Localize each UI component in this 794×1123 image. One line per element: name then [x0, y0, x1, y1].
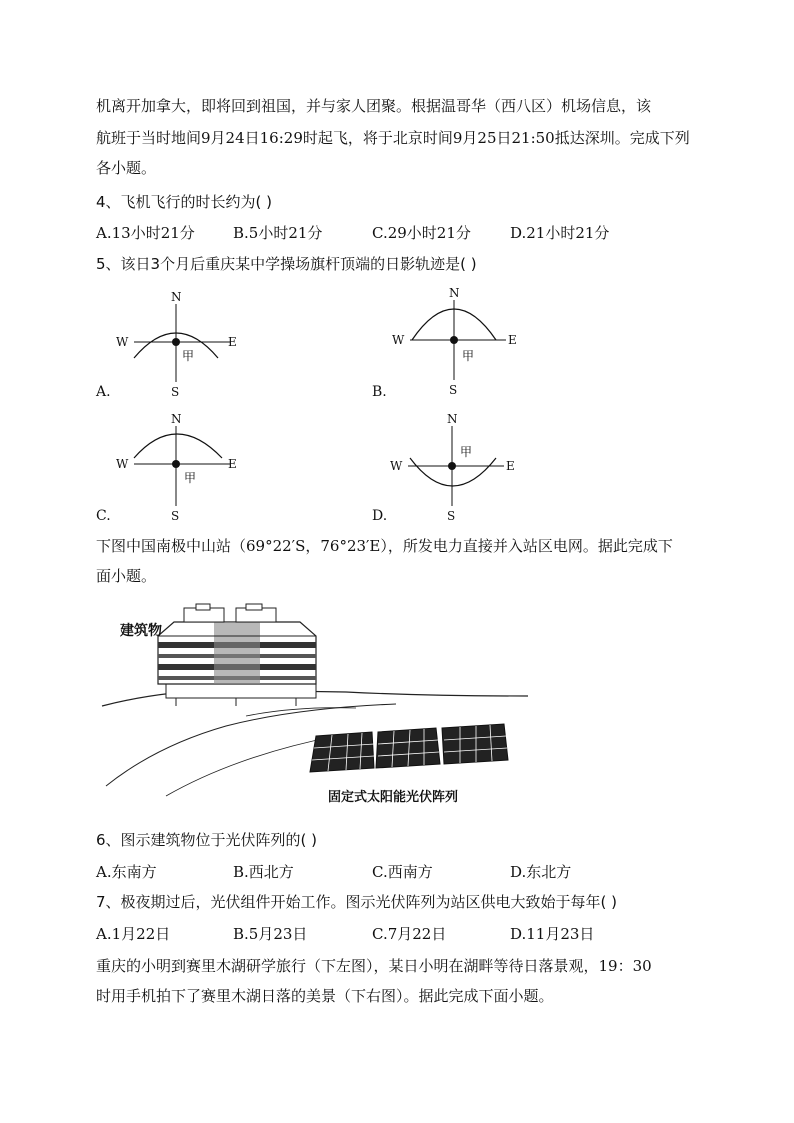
question-5-stem: 5、该日3个月后重庆某中学操场旗杆顶端的日影轨迹是( ) [96, 255, 477, 273]
west-label: W [116, 457, 129, 471]
north-label: N [449, 286, 460, 300]
jia-label: 甲 [462, 349, 475, 363]
jia-label: 甲 [460, 445, 473, 459]
diagram-b-letter: B. [372, 384, 387, 400]
north-label: N [171, 290, 182, 304]
passage-3-line-1: 重庆的小明到赛里木湖研学旅行（下左图），某日小明在湖畔等待日落景观，19：30 [96, 957, 652, 975]
intro-line-3: 各小题。 [96, 159, 157, 177]
zhongshan-station-illustration [96, 596, 536, 806]
south-label: S [171, 509, 180, 522]
east-label: E [228, 457, 237, 471]
sun-path-diagram-b[interactable] [388, 284, 528, 402]
question-6-option-b[interactable]: B.西北方 [233, 863, 294, 881]
south-label: S [449, 383, 458, 397]
question-7-option-d[interactable]: D.11月23日 [510, 925, 595, 943]
east-label: E [508, 333, 517, 347]
diagram-c-letter: C. [96, 508, 111, 524]
question-7-option-b[interactable]: B.5月23日 [233, 925, 308, 943]
diagram-a-letter: A. [96, 384, 111, 400]
east-label: E [228, 335, 237, 349]
question-7-stem: 7、极夜期过后，光伏组件开始工作。图示光伏阵列为站区供电大致始于每年( ) [96, 893, 618, 911]
question-4-option-b[interactable]: B.5小时21分 [233, 224, 323, 242]
question-7-option-c[interactable]: C.7月22日 [372, 925, 447, 943]
question-6-stem: 6、图示建筑物位于光伏阵列的( ) [96, 831, 318, 849]
question-4-option-a[interactable]: A.13小时21分 [96, 224, 195, 242]
intro-line-1: 机离开加拿大，即将回到祖国，并与家人团聚。根据温哥华（西八区）机场信息，该 [96, 97, 652, 115]
sun-path-diagram-c[interactable] [110, 410, 250, 526]
north-label: N [447, 412, 458, 426]
question-6-option-a[interactable]: A.东南方 [96, 863, 157, 881]
question-4-option-c[interactable]: C.29小时21分 [372, 224, 471, 242]
west-label: W [116, 335, 129, 349]
question-6-option-c[interactable]: C.西南方 [372, 863, 433, 881]
north-label: N [171, 412, 182, 426]
intro-line-2: 航班于当时地间9月24日16:29时起飞，将于北京时间9月25日21:50抵达深圳。完成下列 [96, 129, 690, 147]
jia-label: 甲 [184, 471, 197, 485]
question-7-option-a[interactable]: A.1月22日 [96, 925, 171, 943]
jia-label: 甲 [182, 349, 195, 363]
south-label: S [447, 509, 456, 522]
west-label: W [390, 459, 403, 473]
passage-2-line-1: 下图中国南极中山站（69°22′S，76°23′E），所发电力直接并入站区电网。据此完成下 [96, 537, 673, 555]
question-4-stem: 4、飞机飞行的时长约为( ) [96, 193, 273, 211]
sun-path-diagram-d[interactable] [386, 410, 526, 526]
passage-2-line-2: 面小题。 [96, 567, 157, 585]
south-label: S [171, 385, 180, 398]
question-4-option-d[interactable]: D.21小时21分 [510, 224, 610, 242]
west-label: W [392, 333, 405, 347]
question-6-option-d[interactable]: D.东北方 [510, 863, 572, 881]
sun-path-diagram-a[interactable] [110, 286, 250, 402]
building-label: 建筑物 [120, 623, 162, 639]
solar-array-label: 固定式太阳能光伏阵列 [328, 790, 459, 805]
diagram-d-letter: D. [372, 508, 388, 524]
east-label: E [506, 459, 515, 473]
passage-3-line-2: 时用手机拍下了赛里木湖日落的美景（下右图）。据此完成下面小题。 [96, 987, 554, 1005]
